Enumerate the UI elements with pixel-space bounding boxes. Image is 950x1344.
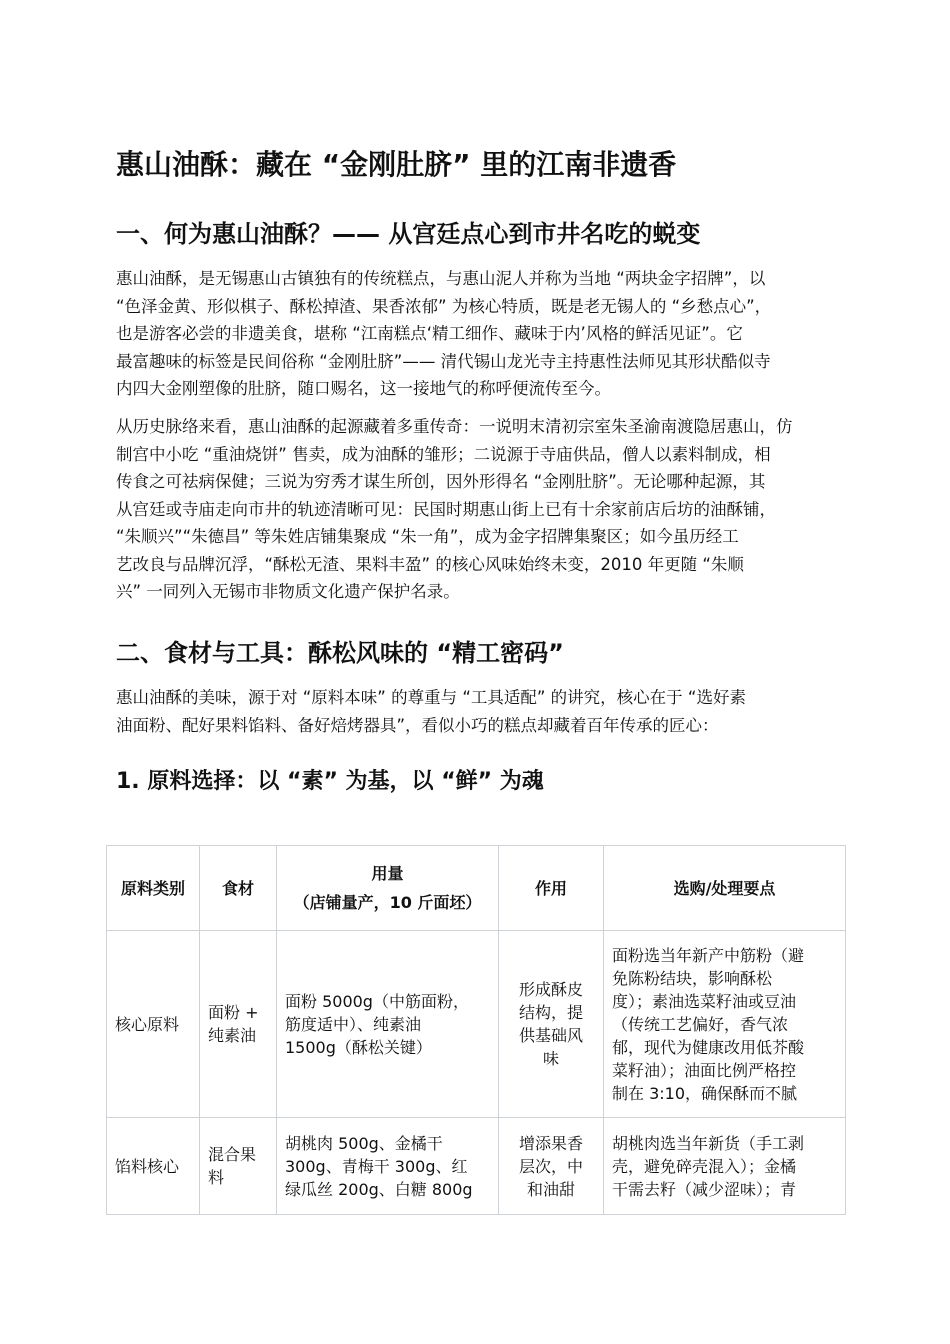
text-line: 也是游客必尝的非遗美食，堪称 “江南糕点‘精工细作、藏味于内’风格的鲜活见证”。它: [116, 324, 743, 343]
cell-text: 层次，中: [518, 1156, 583, 1176]
cell-text: 核心原料: [115, 1014, 180, 1034]
page-title: 惠山油酥：藏在 “金刚肚脐” 里的江南非遗香: [116, 148, 677, 181]
cell-category: [107, 931, 200, 1118]
table-header-row: [107, 846, 846, 931]
text-line: 制宫中小吃 “重油烧饼” 售卖，成为油酥的雏形；二说源于寺庙供品，僧人以素料制成，相: [116, 444, 771, 464]
cell-text: 300g、青梅干 300g、红: [285, 1156, 468, 1176]
header-amount: [277, 846, 499, 931]
cell-category: [107, 1118, 200, 1215]
text-line: “色泽金黄、形似棋子、酥松掉渣、果香浓郁” 为核心特质，既是老无锡人的 “乡愁点心”，: [116, 296, 772, 316]
table-row: [107, 931, 846, 1118]
cell-text: 面粉选当年新产中筋粉（避: [612, 945, 805, 965]
text-line: 惠山油酥，是无锡惠山古镇独有的传统糕点，与惠山泥人并称为当地 “两块金字招牌”，以: [116, 269, 766, 288]
cell-text: 面粉 5000g（中筋面粉，: [285, 991, 469, 1011]
cell-text: 味: [542, 1049, 559, 1068]
text-line: 从宫廷或寺庙走向市井的轨迹清晰可见：民国时期惠山街上已有十余家前店后坊的油酥铺，: [116, 499, 776, 519]
cell-text: 胡桃肉选当年新货（手工剥: [612, 1133, 805, 1153]
cell-text: 胡桃肉 500g、金橘干: [285, 1133, 443, 1153]
section2-heading: 二、食材与工具：酥松风味的 “精工密码”: [116, 639, 564, 667]
cell-text: 馅料核心: [115, 1156, 180, 1176]
text-line: 兴” 一同列入无锡市非物质文化遗产保护名录。: [116, 582, 460, 601]
cell-text: 纯素油: [208, 1026, 257, 1045]
text-line: 油面粉、配好果料馅料、备好焙烤器具”，看似小巧的糕点却藏着百年传承的匠心：: [116, 715, 719, 735]
cell-tips: [604, 931, 846, 1118]
text-line: “朱顺兴”“朱德昌” 等朱姓店铺集聚成 “朱一角”，成为金字招牌集聚区；如今虽历经工: [116, 527, 739, 546]
header-tips: 选购/处理要点: [604, 846, 846, 931]
cell-text: 郁，现代为健康改用低芥酸: [612, 1037, 805, 1057]
cell-text: 菜籽油）；油面比例严格控: [612, 1060, 797, 1080]
cell-text: 混合果: [208, 1145, 257, 1164]
cell-food: [200, 1118, 277, 1215]
section1-heading: 一、何为惠山油酥？—— 从宫廷点心到市井名吃的蜕变: [116, 220, 701, 248]
text-line: 内四大金刚塑像的肚脐，随口赐名，这一接地气的称呼便流传至今。: [116, 379, 611, 398]
section1-paragraph-1: [116, 265, 836, 403]
cell-amount: [277, 1118, 499, 1215]
text-line: 艺改良与品牌沉浮，“酥松无渣、果料丰盈” 的核心风味始终未变，2010 年更随 “朱顺: [116, 554, 744, 574]
text-line: 从历史脉络来看，惠山油酥的起源藏着多重传奇：一说明末清初宗室朱圣渝南渡隐居惠山，仿: [116, 417, 793, 436]
header-amount-line: （店铺量产，10 斤面坯）: [293, 893, 482, 912]
cell-text: 度）；素油选菜籽油或豆油: [612, 991, 797, 1011]
cell-text: 供基础风: [518, 1026, 583, 1045]
cell-text: 壳，避免碎壳混入）；金橘: [612, 1156, 797, 1176]
cell-function: [499, 931, 604, 1118]
cell-amount: [277, 931, 499, 1118]
header-amount-line: 用量: [371, 864, 404, 883]
header-category: 原料类别: [107, 846, 200, 931]
cell-text: 制在 3:10，确保酥而不腻: [612, 1083, 798, 1103]
cell-food: [200, 931, 277, 1118]
text-line: 传食之可祛病保健；三说为穷秀才谋生所创，因外形得名 “金刚肚脐”。无论哪种起源，其: [116, 472, 766, 491]
header-food: 食材: [200, 846, 277, 931]
header-function: 作用: [499, 846, 604, 931]
cell-text: 增添果香: [518, 1133, 583, 1153]
cell-text: 形成酥皮: [518, 980, 583, 999]
ingredients-table: [106, 845, 846, 1215]
section2-paragraph: [116, 684, 836, 739]
text-line: 最富趣味的标签是民间俗称 “金刚肚脐”—— 清代锡山龙光寺主持惠性法师见其形状酷似寺: [116, 351, 771, 371]
cell-function: [499, 1118, 604, 1215]
subsection-heading: 1. 原料选择：以 “素” 为基，以 “鲜” 为魂: [116, 769, 544, 794]
cell-text: 结构，提: [518, 1003, 583, 1022]
cell-text: 筋度适中）、纯素油: [285, 1014, 422, 1034]
cell-text: 和油甜: [526, 1179, 575, 1199]
cell-text: 料: [208, 1168, 225, 1187]
cell-tips: [604, 1118, 846, 1215]
text-line: 惠山油酥的美味，源于对 “原料本味” 的尊重与 “工具适配” 的讲究，核心在于 “选好素: [116, 688, 746, 707]
cell-text: 绿瓜丝 200g、白糖 800g: [285, 1179, 473, 1199]
cell-text: 干需去籽（减少涩味）；青: [612, 1179, 797, 1199]
cell-text: （传统工艺偏好，香气浓: [612, 1014, 789, 1034]
table-row: [107, 1118, 846, 1215]
cell-text: 1500g（酥松关键）: [285, 1037, 432, 1057]
cell-text: 面粉 +: [208, 1003, 259, 1022]
section1-paragraph-2: [116, 413, 836, 606]
cell-text: 免陈粉结块，影响酥松: [612, 968, 773, 988]
